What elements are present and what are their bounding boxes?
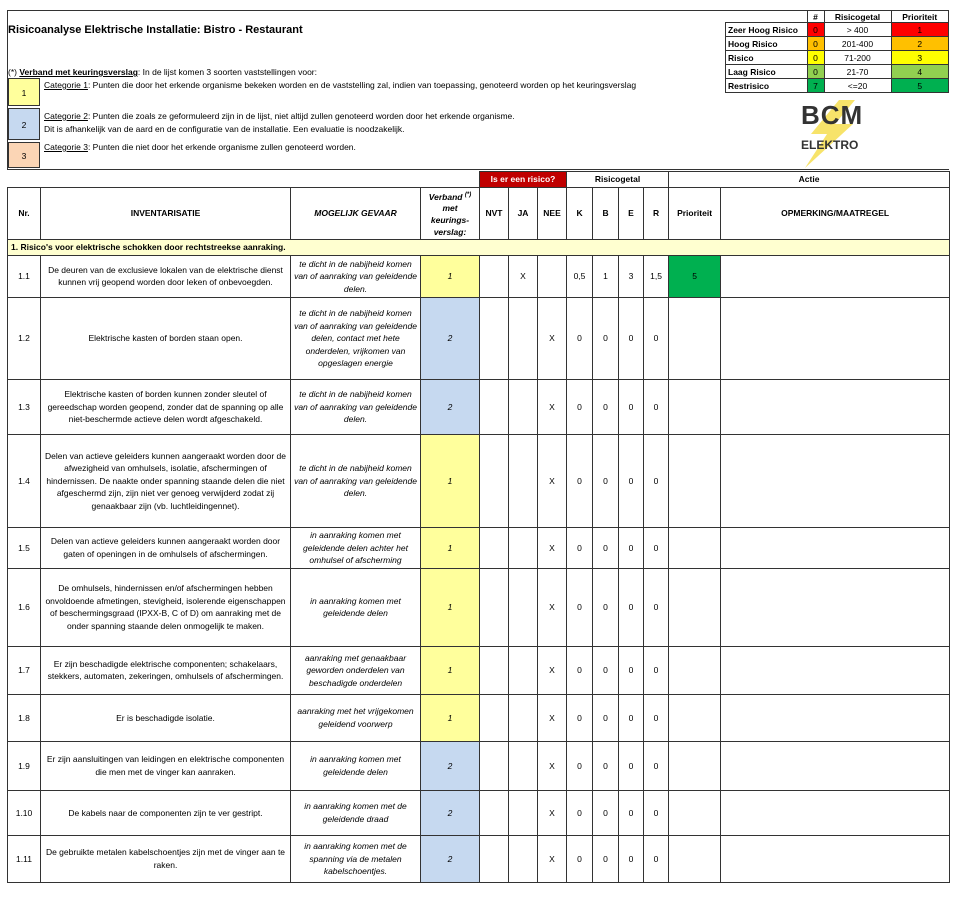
- category-3-desc: : Punten die niet door het erkende organisme zullen genoteerd worden.: [87, 142, 356, 152]
- cell-opmerking[interactable]: [721, 694, 950, 741]
- cell-nr: 1.6: [8, 568, 41, 646]
- cell-nr: 1.2: [8, 297, 41, 379]
- col-prioriteit: Prioriteit: [669, 187, 721, 240]
- cell-r: 0: [644, 741, 669, 790]
- cell-prioriteit: [669, 646, 721, 694]
- cell-k: 0: [567, 568, 593, 646]
- table-row: [8, 434, 950, 527]
- risk-level-label: Restrisico: [726, 79, 808, 93]
- category-2-swatch: [8, 108, 40, 140]
- risk-level-count: 7: [807, 79, 824, 93]
- risk-level-prio: 5: [891, 79, 949, 93]
- cell-b: 0: [593, 297, 619, 379]
- col-verband-line3: keurings-: [430, 215, 470, 226]
- risk-level-prio: 3: [891, 51, 949, 65]
- cell-nr: 1.1: [8, 255, 41, 297]
- cell-nee: X: [538, 694, 567, 741]
- cell-e: 3: [619, 255, 644, 297]
- logo-text-elektro: ELEKTRO: [801, 138, 859, 152]
- col-inventarisatie: INVENTARISATIE: [41, 187, 291, 240]
- cell-nvt: [480, 790, 509, 835]
- risk-legend-row: [726, 79, 949, 93]
- cell-nee: X: [538, 297, 567, 379]
- cell-inventarisatie: Delen van actieve geleiders kunnen aangeraakt worden door gaten of openingen in de omhulsels of afschermingen.: [41, 527, 291, 568]
- cell-verband: 1: [421, 646, 480, 694]
- cell-ja: X: [509, 255, 538, 297]
- risk-level-label: Hoog Risico: [726, 37, 808, 51]
- cell-ja: [509, 297, 538, 379]
- cell-opmerking[interactable]: [721, 297, 950, 379]
- cell-opmerking[interactable]: [721, 741, 950, 790]
- cell-inventarisatie: Elektrische kasten of borden staan open.: [41, 297, 291, 379]
- cell-r: 0: [644, 835, 669, 882]
- risk-legend-row: [726, 23, 949, 37]
- cell-nvt: [480, 434, 509, 527]
- col-verband: [421, 187, 480, 240]
- cell-prioriteit: [669, 379, 721, 434]
- cell-nr: 1.7: [8, 646, 41, 694]
- cell-opmerking[interactable]: [721, 790, 950, 835]
- cell-r: 0: [644, 527, 669, 568]
- legend-intro-prefix: (*): [8, 67, 20, 77]
- cell-ja: [509, 568, 538, 646]
- category-3-label: Categorie 3: [44, 142, 88, 152]
- cell-e: 0: [619, 646, 644, 694]
- cell-verband: 2: [421, 835, 480, 882]
- cell-nvt: [480, 255, 509, 297]
- risk-level-range: 201-400: [824, 37, 891, 51]
- col-ja: JA: [509, 187, 538, 240]
- col-k: K: [567, 187, 593, 240]
- table-row: [8, 741, 950, 790]
- col-e: E: [619, 187, 644, 240]
- cell-b: 0: [593, 527, 619, 568]
- cell-e: 0: [619, 835, 644, 882]
- cell-k: 0: [567, 694, 593, 741]
- cell-prioriteit: [669, 790, 721, 835]
- cell-b: 0: [593, 568, 619, 646]
- cell-opmerking[interactable]: [721, 379, 950, 434]
- legend-intro-link: Verband met keuringsverslag: [19, 67, 138, 77]
- cell-nee: X: [538, 835, 567, 882]
- legend-intro: [8, 67, 317, 77]
- cell-nvt: [480, 297, 509, 379]
- category-2-label: Categorie 2: [44, 111, 88, 121]
- col-nee: NEE: [538, 187, 567, 240]
- cell-ja: [509, 379, 538, 434]
- cell-nvt: [480, 741, 509, 790]
- cell-verband: 1: [421, 694, 480, 741]
- table-row: [8, 568, 950, 646]
- cell-e: 0: [619, 741, 644, 790]
- cell-inventarisatie: Delen van actieve geleiders kunnen aangeraakt worden door de afwezigheid van omhulsels, isolatie, afschermingen of hindernissen. De naakte onder spanning staande delen die niet afgeschermd zijn, zijn niet ver genoeg verwijderd zodat zij genaakbaar zijn (vb. luchtleidingennet).: [41, 434, 291, 527]
- cell-prioriteit: [669, 741, 721, 790]
- table-row: [8, 297, 950, 379]
- document-title: Risicoanalyse Elektrische Installatie: Bistro - Restaurant: [8, 24, 303, 36]
- category-1-desc: : Punten die door het erkende organisme bekeken worden en de vaststelling zal, indien van toepassing, genoteerd worden op het keuringsverslag: [87, 80, 637, 90]
- cell-b: 0: [593, 379, 619, 434]
- cell-b: 0: [593, 434, 619, 527]
- risk-level-range: 21-70: [824, 65, 891, 79]
- cell-inventarisatie: De kabels naar de componenten zijn te ver gestript.: [41, 790, 291, 835]
- cell-opmerking[interactable]: [721, 434, 950, 527]
- category-1-swatch: [8, 78, 40, 106]
- cell-nvt: [480, 694, 509, 741]
- risk-level-count: 0: [807, 23, 824, 37]
- cell-k: 0: [567, 741, 593, 790]
- table-row: [8, 694, 950, 741]
- cell-k: 0: [567, 646, 593, 694]
- cell-gevaar: in aanraking komen met de spanning via de metalen kabelschoentjes.: [291, 835, 421, 882]
- risk-level-prio: 1: [891, 23, 949, 37]
- cell-k: 0,5: [567, 255, 593, 297]
- category-2-desc: : Punten die zoals ze geformuleerd zijn in de lijst, niet altijd zullen genoteerd worden door het erkende organisme.: [87, 111, 515, 121]
- cell-prioriteit: [669, 297, 721, 379]
- risk-header-range: Risicogetal: [824, 11, 891, 23]
- cell-nee: X: [538, 790, 567, 835]
- table-row: [8, 835, 950, 882]
- cell-e: 0: [619, 527, 644, 568]
- cell-inventarisatie: Elektrische kasten of borden kunnen zonder sleutel of gereedschap worden geopend, zonder dat de spanning op alle niet-beschermde actieve delen wordt afgeschakeld.: [41, 379, 291, 434]
- cell-verband: 2: [421, 297, 480, 379]
- category-3-number: 3: [21, 151, 27, 161]
- group-header-risk-question: Is er een risico?: [480, 172, 567, 188]
- col-verband-line2: met: [442, 203, 458, 214]
- table-row: [8, 379, 950, 434]
- cell-nee: X: [538, 434, 567, 527]
- category-2-number: 2: [21, 120, 27, 130]
- table-row: [8, 527, 950, 568]
- cell-r: 0: [644, 646, 669, 694]
- cell-nr: 1.11: [8, 835, 41, 882]
- cell-prioriteit: [669, 694, 721, 741]
- risk-level-count: 0: [807, 65, 824, 79]
- cell-verband: 1: [421, 255, 480, 297]
- cell-gevaar: in aanraking komen met geleidende delen: [291, 741, 421, 790]
- cell-k: 0: [567, 835, 593, 882]
- cell-nr: 1.9: [8, 741, 41, 790]
- cell-gevaar: te dicht in de nabijheid komen van of aanraking van geleidende delen.: [291, 379, 421, 434]
- cell-gevaar: aanraking met het vrijgekomen geleidend voorwerp: [291, 694, 421, 741]
- cell-r: 0: [644, 694, 669, 741]
- cell-opmerking[interactable]: [721, 568, 950, 646]
- cell-k: 0: [567, 527, 593, 568]
- cell-prioriteit: [669, 568, 721, 646]
- risk-level-count: 0: [807, 37, 824, 51]
- cell-r: 0: [644, 297, 669, 379]
- cell-prioriteit: 5: [669, 255, 721, 297]
- category-3-swatch: [8, 142, 40, 168]
- col-verband-line4: verslag:: [433, 227, 467, 238]
- col-nvt: NVT: [480, 187, 509, 240]
- cell-nee: X: [538, 646, 567, 694]
- cell-verband: 2: [421, 379, 480, 434]
- category-1-text: [44, 80, 636, 90]
- cell-verband: 1: [421, 434, 480, 527]
- bcm-logo: [795, 98, 875, 168]
- cell-gevaar: in aanraking komen met geleidende delen: [291, 568, 421, 646]
- cell-k: 0: [567, 297, 593, 379]
- cell-gevaar: in aanraking komen met de geleidende draad: [291, 790, 421, 835]
- cell-inventarisatie: De gebruikte metalen kabelschoentjes zijn met de vinger aan te raken.: [41, 835, 291, 882]
- cell-nvt: [480, 527, 509, 568]
- cell-prioriteit: [669, 434, 721, 527]
- cell-verband: 1: [421, 527, 480, 568]
- legend-intro-rest: : In de lijst komen 3 soorten vaststellingen voor:: [137, 67, 317, 77]
- cell-verband: 1: [421, 568, 480, 646]
- cell-inventarisatie: Er zijn beschadigde elektrische componenten; schakelaars, stekkers, automaten, zekeringen, omhulsels of afschermingen.: [41, 646, 291, 694]
- cell-ja: [509, 694, 538, 741]
- cell-nr: 1.8: [8, 694, 41, 741]
- group-header-spacer: [8, 172, 480, 188]
- table-row: [8, 255, 950, 297]
- col-gevaar: MOGELIJK GEVAAR: [291, 187, 421, 240]
- risk-level-count: 0: [807, 51, 824, 65]
- risk-level-prio: 4: [891, 65, 949, 79]
- table-row: [8, 790, 950, 835]
- category-2-text: [44, 111, 515, 121]
- risk-header-prio: Prioriteit: [891, 11, 949, 23]
- group-header-risicogetal: Risicogetal: [567, 172, 669, 188]
- cell-nee: X: [538, 379, 567, 434]
- cell-e: 0: [619, 379, 644, 434]
- cell-nvt: [480, 379, 509, 434]
- cell-ja: [509, 741, 538, 790]
- cell-inventarisatie: De deuren van de exclusieve lokalen van de elektrische dienst kunnen vrij geopend worden door leken of onbevoegden.: [41, 255, 291, 297]
- cell-b: 0: [593, 790, 619, 835]
- cell-nee: X: [538, 568, 567, 646]
- col-r: R: [644, 187, 669, 240]
- col-verband-line1: Verband: [428, 191, 463, 202]
- cell-opmerking[interactable]: [721, 255, 950, 297]
- cell-nee: X: [538, 741, 567, 790]
- risk-legend-table: [725, 10, 949, 93]
- cell-verband: 2: [421, 790, 480, 835]
- cell-nvt: [480, 835, 509, 882]
- cell-gevaar: te dicht in de nabijheid komen van of aanraking van geleidende delen.: [291, 434, 421, 527]
- cell-e: 0: [619, 434, 644, 527]
- section-header-1: 1. Risico's voor elektrische schokken door rechtstreekse aanraking.: [8, 240, 950, 256]
- cell-b: 0: [593, 835, 619, 882]
- group-header-actie: Actie: [669, 172, 950, 188]
- cell-r: 0: [644, 568, 669, 646]
- risk-level-range: 71-200: [824, 51, 891, 65]
- risk-level-range: <=20: [824, 79, 891, 93]
- logo-text-bcm: BCM: [801, 100, 864, 130]
- risk-header-count: #: [807, 11, 824, 23]
- cell-gevaar: aanraking met genaakbaar geworden onderdelen van beschadigde onderdelen: [291, 646, 421, 694]
- cell-nr: 1.3: [8, 379, 41, 434]
- risk-legend-row: [726, 65, 949, 79]
- cell-opmerking[interactable]: [721, 646, 950, 694]
- cell-ja: [509, 646, 538, 694]
- cell-b: 0: [593, 741, 619, 790]
- cell-gevaar: te dicht in de nabijheid komen van of aanraking van geleidende delen.: [291, 255, 421, 297]
- cell-nr: 1.10: [8, 790, 41, 835]
- cell-inventarisatie: Er zijn aansluitingen van leidingen en elektrische componenten die men met de vinger kan aanraken.: [41, 741, 291, 790]
- cell-nr: 1.5: [8, 527, 41, 568]
- risk-header-blank: [726, 11, 808, 23]
- risk-legend-row: [726, 51, 949, 65]
- cell-verband: 2: [421, 741, 480, 790]
- inventory-table: [7, 171, 950, 883]
- cell-e: 0: [619, 568, 644, 646]
- cell-gevaar: in aanraking komen met geleidende delen achter het omhulsel of afscherming: [291, 527, 421, 568]
- cell-r: 0: [644, 434, 669, 527]
- cell-r: 1,5: [644, 255, 669, 297]
- table-row: [8, 646, 950, 694]
- cell-ja: [509, 527, 538, 568]
- risk-level-label: Laag Risico: [726, 65, 808, 79]
- cell-nvt: [480, 568, 509, 646]
- col-opmerking: OPMERKING/MAATREGEL: [721, 187, 950, 240]
- cell-nvt: [480, 646, 509, 694]
- cell-e: 0: [619, 790, 644, 835]
- cell-b: 1: [593, 255, 619, 297]
- cell-inventarisatie: De omhulsels, hindernissen en/of afschermingen hebben onvoldoende afmetingen, stevigheid, isolerende eigenschappen of beschermingsgraad (IPXX-B, C of D) om aanraking met de onder spanning staande delen onmogelijk te maken.: [41, 568, 291, 646]
- cell-e: 0: [619, 694, 644, 741]
- cell-b: 0: [593, 646, 619, 694]
- category-3-text: [44, 142, 356, 152]
- cell-nr: 1.4: [8, 434, 41, 527]
- cell-ja: [509, 434, 538, 527]
- category-1-label: Categorie 1: [44, 80, 88, 90]
- cell-nee: [538, 255, 567, 297]
- col-nr: Nr.: [8, 187, 41, 240]
- col-b: B: [593, 187, 619, 240]
- risk-level-label: Risico: [726, 51, 808, 65]
- cell-ja: [509, 790, 538, 835]
- risk-level-label: Zeer Hoog Risico: [726, 23, 808, 37]
- cell-k: 0: [567, 379, 593, 434]
- risk-level-prio: 2: [891, 37, 949, 51]
- category-2-text-2: Dit is afhankelijk van de aard en de configuratie van de installatie. Een evaluatie is noodzakelijk.: [44, 124, 405, 134]
- cell-e: 0: [619, 297, 644, 379]
- cell-inventarisatie: Er is beschadigde isolatie.: [41, 694, 291, 741]
- cell-k: 0: [567, 790, 593, 835]
- cell-prioriteit: [669, 835, 721, 882]
- cell-r: 0: [644, 790, 669, 835]
- cell-nee: X: [538, 527, 567, 568]
- cell-opmerking[interactable]: [721, 527, 950, 568]
- cell-ja: [509, 835, 538, 882]
- cell-b: 0: [593, 694, 619, 741]
- col-verband-sup: (*): [464, 191, 472, 198]
- category-1-number: 1: [21, 88, 27, 98]
- cell-k: 0: [567, 434, 593, 527]
- risk-legend-row: [726, 37, 949, 51]
- cell-prioriteit: [669, 527, 721, 568]
- cell-r: 0: [644, 379, 669, 434]
- cell-gevaar: te dicht in de nabijheid komen van of aanraking van geleidende delen, contact met hete onderdelen, vrijkomen van opgeslagen energie: [291, 297, 421, 379]
- cell-opmerking[interactable]: [721, 835, 950, 882]
- risk-level-range: > 400: [824, 23, 891, 37]
